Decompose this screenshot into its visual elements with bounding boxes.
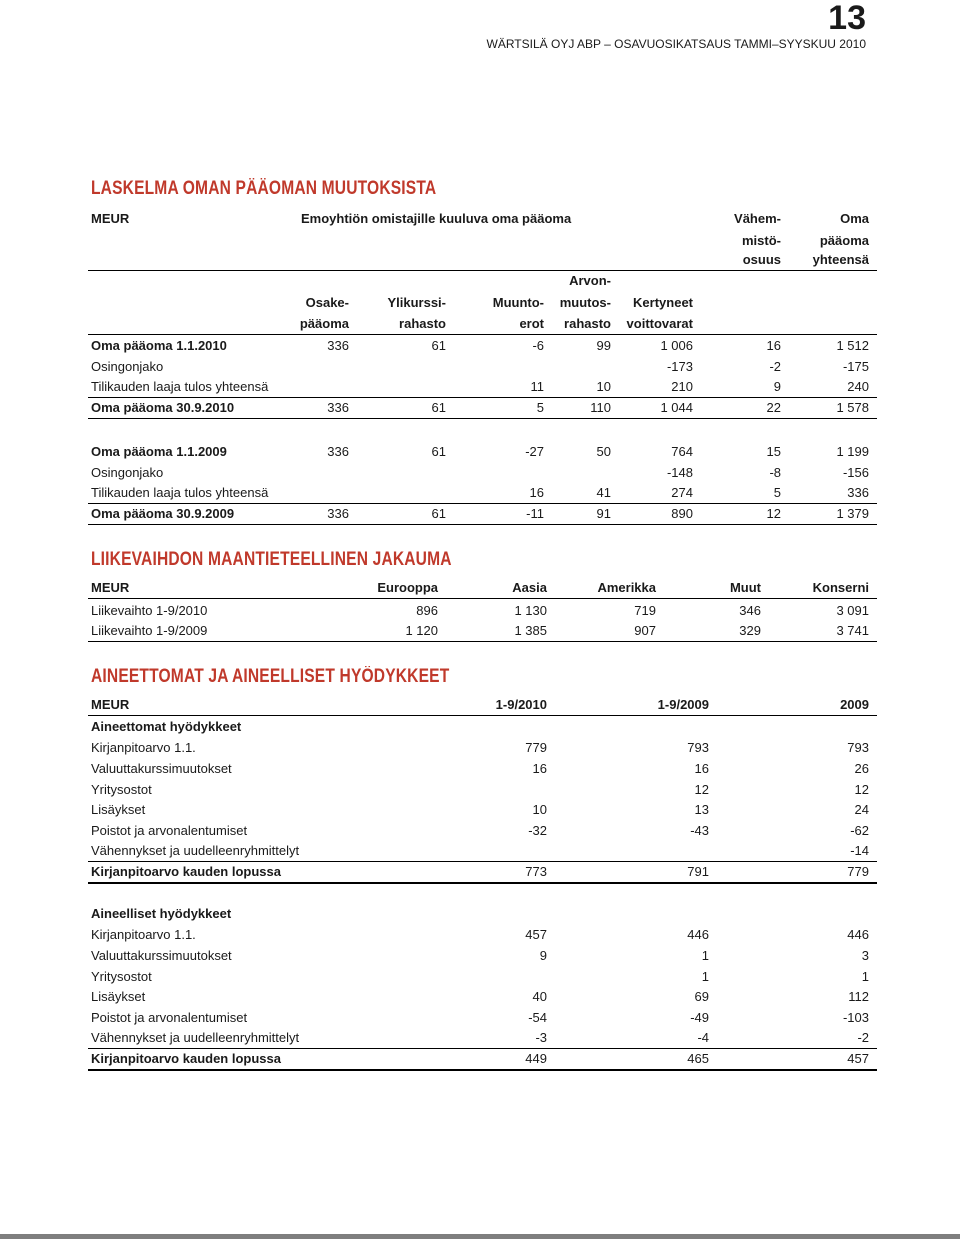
table-row: [88, 504, 877, 525]
row-label: Tilikauden laaja tulos yhteensä: [91, 485, 269, 500]
cell-value: 336: [327, 444, 349, 459]
cell-value: -6: [532, 338, 544, 353]
table-row: [88, 1049, 877, 1071]
cell-value: -103: [842, 1010, 869, 1026]
cell-value: -2: [857, 1030, 869, 1045]
cell-value: 16: [532, 760, 547, 776]
cell-value: 9: [539, 947, 547, 963]
row-label: Oma pääoma 1.1.2009: [91, 444, 227, 459]
assets-section-title: AINEETTOMAT JA AINEELLISET HYÖDYKKEET: [91, 666, 450, 687]
cell-value: -27: [525, 444, 544, 459]
row-label: Kirjanpitoarvo kauden lopussa: [91, 1050, 281, 1066]
row-label: Oma pääoma 30.9.2009: [91, 506, 235, 521]
cell-value: 61: [431, 506, 446, 521]
table-row: [88, 335, 877, 355]
total-header-3: yhteensä: [812, 252, 869, 267]
cell-value: -8: [769, 465, 781, 480]
cell-value: 3 091: [836, 603, 869, 618]
cell-value: 336: [847, 485, 869, 500]
cell-value: -4: [697, 1030, 709, 1045]
cell-value: 16: [694, 760, 709, 776]
cell-value: 1 044: [660, 400, 693, 415]
cell-value: 1 120: [405, 623, 438, 638]
cell-value: 5: [536, 400, 544, 415]
meur-label: MEUR: [91, 580, 130, 595]
cell-value: -32: [528, 823, 547, 839]
row-label: Vähennykset ja uudelleenryhmittelyt: [91, 843, 300, 858]
cell-value: -3: [535, 1030, 547, 1045]
table-row: [88, 966, 877, 986]
cell-value: 449: [525, 1050, 547, 1066]
cell-value: 465: [687, 1050, 709, 1066]
row-label: Kirjanpitoarvo 1.1.: [91, 740, 196, 755]
cell-value: -175: [842, 359, 869, 374]
cell-value: 274: [671, 485, 693, 500]
minority-header-2: mistö-: [742, 233, 781, 248]
cell-value: 1 130: [514, 603, 547, 618]
cell-value: 336: [327, 506, 349, 521]
cell-value: 446: [847, 927, 869, 942]
table-row: [88, 1007, 877, 1027]
row-label: Liikevaihto 1-9/2010: [91, 603, 208, 618]
cell-value: 40: [532, 989, 547, 1005]
column-header: voittovarat: [626, 316, 693, 331]
cell-value: 719: [634, 603, 656, 618]
cell-value: 41: [596, 485, 611, 500]
cell-value: 3: [861, 947, 869, 963]
column-header: Muut: [729, 580, 761, 595]
cell-value: -14: [850, 843, 869, 858]
cell-value: 336: [327, 338, 349, 353]
cell-value: 10: [532, 802, 547, 818]
cell-value: 112: [848, 989, 869, 1005]
row-label: Vähennykset ja uudelleenryhmittelyt: [91, 1030, 300, 1045]
cell-value: -11: [526, 506, 544, 521]
row-label: Oma pääoma 1.1.2010: [91, 338, 227, 353]
column-header: Osake-: [305, 295, 349, 310]
column-header: Eurooppa: [377, 580, 438, 595]
cell-value: 11: [530, 379, 544, 394]
footer-bar: [0, 1234, 960, 1239]
cell-value: 793: [847, 740, 869, 755]
row-label: Valuuttakurssimuutokset: [91, 947, 232, 963]
cell-value: 791: [687, 863, 709, 879]
row-label: Osingonjako: [91, 465, 164, 480]
cell-value: -148: [666, 465, 693, 480]
cell-value: 61: [431, 444, 446, 459]
cell-value: 61: [431, 338, 446, 353]
group-header: Emoyhtiön omistajille kuuluva oma pääoma: [301, 211, 572, 226]
cell-value: 1 006: [660, 338, 693, 353]
cell-value: 99: [596, 338, 611, 353]
cell-value: -54: [528, 1010, 547, 1026]
cell-value: 110: [590, 400, 611, 415]
row-label: Kirjanpitoarvo 1.1.: [91, 927, 196, 942]
group-heading: Aineelliset hyödykkeet: [91, 906, 232, 921]
cell-value: 10: [596, 379, 611, 394]
row-label: Poistot ja arvonalentumiset: [91, 1010, 248, 1026]
column-header: erot: [519, 316, 544, 331]
table-row: [88, 1028, 877, 1049]
cell-value: 1: [701, 968, 709, 984]
table-header-row: [88, 695, 877, 716]
row-label: Lisäykset: [91, 802, 146, 818]
cell-value: -43: [690, 823, 709, 839]
table-row: [88, 737, 877, 757]
equity-section-title: LASKELMA OMAN PÄÄOMAN MUUTOKSISTA: [91, 178, 437, 199]
cell-value: 15: [766, 444, 781, 459]
cell-value: 779: [847, 863, 869, 879]
cell-value: 336: [327, 400, 349, 415]
table-row: [88, 986, 877, 1006]
table-row: [88, 779, 877, 799]
column-header-row: [88, 292, 877, 312]
cell-value: 5: [773, 485, 781, 500]
table-row: [88, 799, 877, 819]
report-header: WÄRTSILÄ OYJ ABP – OSAVUOSIKATSAUS TAMMI–SYYSKUU 2010: [486, 37, 866, 51]
minority-header-3: osuus: [742, 252, 781, 267]
column-header: muutos-: [559, 295, 611, 310]
group-heading-row: [88, 716, 877, 736]
table-row: [88, 356, 877, 376]
meur-label: MEUR: [91, 211, 130, 226]
cell-value: 346: [739, 603, 761, 618]
group-heading: Aineettomat hyödykkeet: [91, 719, 242, 734]
group-heading-row: [88, 903, 877, 923]
table-header-row: [88, 230, 877, 250]
row-label: Yritysostot: [91, 968, 152, 984]
cell-value: 3 741: [836, 623, 869, 638]
cell-value: 907: [634, 623, 656, 638]
column-header: Arvon-: [569, 273, 611, 288]
column-header: Aasia: [512, 580, 547, 595]
column-header: 1-9/2010: [495, 697, 547, 712]
table-row: [88, 462, 877, 482]
table-row: [88, 841, 877, 862]
column-header: Muunto-: [492, 295, 544, 310]
table-row: [88, 621, 877, 642]
cell-value: 890: [671, 506, 693, 521]
cell-value: 764: [671, 444, 693, 459]
column-header: 1-9/2009: [657, 697, 709, 712]
row-label: Osingonjako: [91, 359, 164, 374]
table-row: [88, 441, 877, 461]
column-header: Ylikurssi-: [387, 295, 446, 310]
row-label: Yritysostot: [91, 781, 152, 797]
cell-value: -62: [850, 823, 869, 839]
column-header-row: [88, 314, 877, 335]
cell-value: 12: [694, 781, 709, 797]
cell-value: -2: [769, 359, 781, 374]
row-label: Oma pääoma 30.9.2010: [91, 400, 235, 415]
cell-value: -173: [666, 359, 693, 374]
total-header-1: Oma: [840, 211, 869, 226]
table-header-row: [88, 250, 877, 271]
geo-section-title: LIIKEVAIHDON MAANTIETEELLINEN JAKAUMA: [91, 549, 452, 570]
column-header: 2009: [840, 697, 869, 712]
table-row: [88, 924, 877, 944]
cell-value: 210: [671, 379, 693, 394]
cell-value: 69: [694, 989, 709, 1005]
column-header: Kertyneet: [633, 295, 693, 310]
minority-header-1: Vähem-: [734, 211, 781, 226]
cell-value: 457: [847, 1050, 869, 1066]
table-header-row: [88, 578, 877, 599]
cell-value: 16: [766, 338, 781, 353]
column-header: rahasto: [564, 316, 611, 331]
cell-value: 779: [525, 740, 547, 755]
cell-value: 1 379: [836, 506, 869, 521]
cell-value: -49: [690, 1010, 709, 1026]
row-label: Poistot ja arvonalentumiset: [91, 823, 248, 839]
table-row: [88, 862, 877, 884]
cell-value: 13: [694, 802, 709, 818]
row-label: Tilikauden laaja tulos yhteensä: [91, 379, 269, 394]
cell-value: 12: [854, 781, 869, 797]
cell-value: 12: [766, 506, 781, 521]
cell-value: 22: [766, 400, 781, 415]
table-header-row: [88, 208, 877, 228]
column-header: Amerikka: [597, 580, 656, 595]
cell-value: 446: [687, 927, 709, 942]
table-row: [88, 398, 877, 419]
cell-value: 9: [773, 379, 781, 394]
cell-value: 773: [525, 863, 547, 879]
row-label: Liikevaihto 1-9/2009: [91, 623, 208, 638]
cell-value: 329: [739, 623, 761, 638]
cell-value: 24: [854, 802, 869, 818]
cell-value: 1 199: [836, 444, 869, 459]
row-label: Lisäykset: [91, 989, 146, 1005]
cell-value: 91: [596, 506, 611, 521]
row-label: Valuuttakurssimuutokset: [91, 760, 232, 776]
cell-value: 1: [701, 947, 709, 963]
cell-value: 896: [416, 603, 438, 618]
table-row: [88, 600, 877, 620]
total-header-2: pääoma: [819, 233, 869, 248]
column-header: pääoma: [299, 316, 349, 331]
cell-value: 1 512: [836, 338, 869, 353]
cell-value: 240: [847, 379, 869, 394]
table-row: [88, 758, 877, 778]
cell-value: 16: [529, 485, 544, 500]
cell-value: 50: [596, 444, 611, 459]
cell-value: 61: [431, 400, 446, 415]
cell-value: 1: [861, 968, 869, 984]
cell-value: -156: [842, 465, 869, 480]
cell-value: 26: [854, 760, 869, 776]
table-row: [88, 377, 877, 398]
column-header-row: [88, 270, 877, 290]
table-row: [88, 483, 877, 504]
cell-value: 1 578: [836, 400, 869, 415]
meur-label: MEUR: [91, 697, 130, 712]
column-header: Konserni: [812, 580, 869, 595]
row-label: Kirjanpitoarvo kauden lopussa: [91, 863, 281, 879]
page-number: 13: [828, 0, 866, 37]
table-row: [88, 820, 877, 840]
cell-value: 793: [687, 740, 709, 755]
cell-value: 457: [525, 927, 547, 942]
table-row: [88, 945, 877, 965]
cell-value: 1 385: [514, 623, 547, 638]
column-header: rahasto: [399, 316, 446, 331]
